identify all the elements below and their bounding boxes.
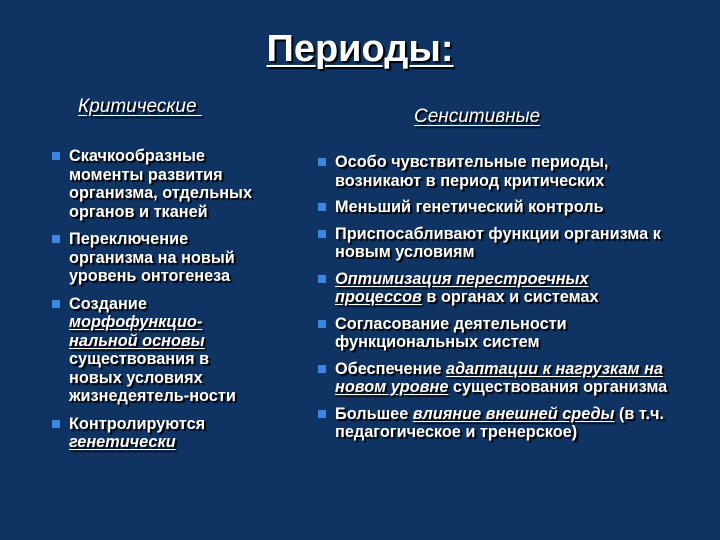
list-item xyxy=(52,415,262,452)
item-prefix: Большее xyxy=(335,404,413,423)
item-emphasis: морфофункцио-нальной основы xyxy=(69,313,205,350)
list-item xyxy=(318,153,668,190)
item-suffix: (в т.ч. педагогическое и тренерское) xyxy=(335,404,664,441)
critical-heading: Критические xyxy=(78,96,202,117)
square-bullet-icon xyxy=(318,158,326,166)
list-item xyxy=(318,198,668,217)
list-item xyxy=(318,360,668,397)
square-bullet-icon xyxy=(52,152,60,160)
list-item xyxy=(52,230,262,286)
square-bullet-icon xyxy=(318,275,326,283)
list-item xyxy=(318,225,668,262)
square-bullet-icon xyxy=(52,420,60,428)
item-suffix: существования организма xyxy=(448,378,668,396)
item-emphasis: Оптимизация перестроечных процессов xyxy=(335,269,589,306)
item-prefix: Создание xyxy=(69,294,147,313)
item-prefix: Обеспечение xyxy=(335,359,447,378)
square-bullet-icon xyxy=(52,235,60,243)
item-emphasis: адаптации к нагрузкам на новом уровне xyxy=(335,359,664,396)
critical-list xyxy=(52,147,262,461)
item-text: Согласование деятельности функциональных систем xyxy=(335,314,567,351)
item-prefix: Контролируются xyxy=(69,414,206,433)
item-text: Скачкообразные моменты развития организма, отдельных органов и тканей xyxy=(69,147,253,221)
square-bullet-icon xyxy=(318,230,326,238)
sensitive-heading: Сенситивные xyxy=(414,106,541,127)
item-suffix: в органах и системах xyxy=(421,288,599,306)
list-item xyxy=(318,405,668,442)
item-emphasis: влияние внешней среды xyxy=(412,404,615,423)
sensitive-list xyxy=(318,153,668,450)
list-item xyxy=(318,270,668,307)
item-text: Меньший генетический контроль xyxy=(335,198,604,216)
square-bullet-icon xyxy=(318,365,326,373)
list-item xyxy=(52,147,262,221)
item-text: Особо чувствительные периоды, возникают в период критических xyxy=(335,153,609,190)
list-item xyxy=(318,315,668,352)
slide-title: Периоды: xyxy=(266,28,454,70)
square-bullet-icon xyxy=(318,410,326,418)
item-emphasis: генетически xyxy=(69,433,176,451)
list-item xyxy=(52,295,262,406)
item-suffix: существования в новых условиях жизнедеятель-ности xyxy=(69,350,236,405)
square-bullet-icon xyxy=(318,203,326,211)
square-bullet-icon xyxy=(52,300,60,308)
square-bullet-icon xyxy=(318,320,326,328)
item-text: Переключение организма на новый уровень онтогенеза xyxy=(69,230,235,285)
item-text: Приспосабливают функции организма к новым условиям xyxy=(335,224,661,261)
